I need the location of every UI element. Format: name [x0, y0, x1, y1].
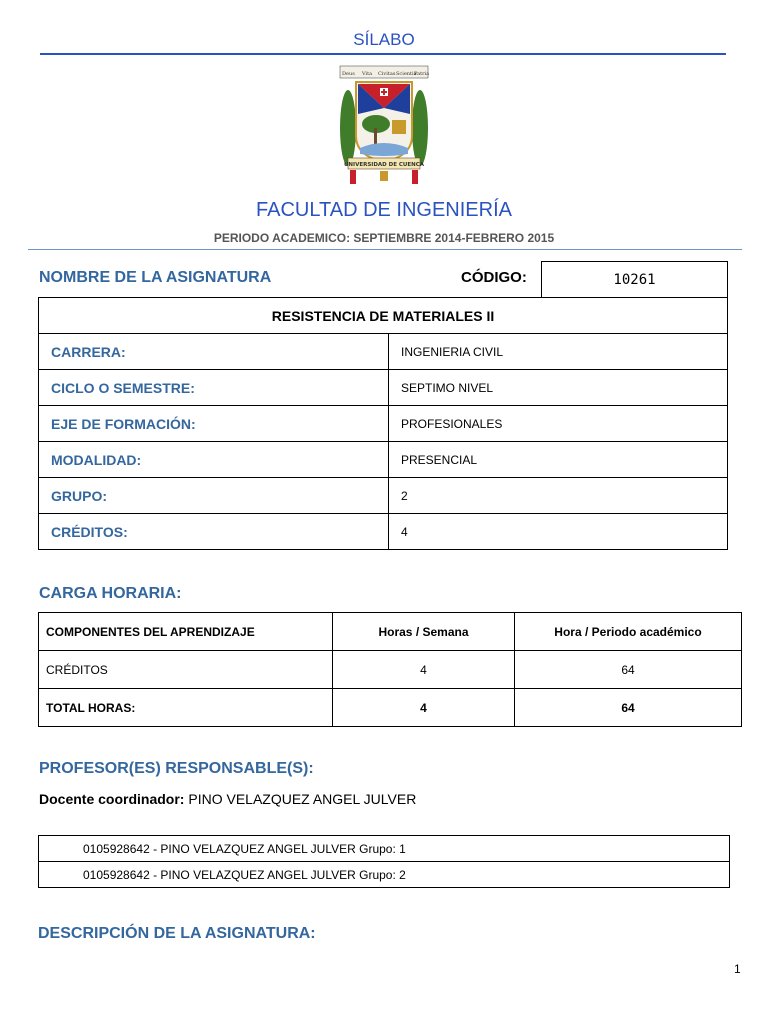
subject-section-heading: NOMBRE DE LA ASIGNATURA: [39, 269, 272, 286]
svg-text:Patria: Patria: [414, 71, 430, 77]
coordinator-line: [39, 791, 416, 807]
faculty-name: FACULTAD DE INGENIERÍA: [256, 199, 512, 221]
field-label: EJE DE FORMACIÓN:: [39, 406, 389, 442]
weekly-hours-cell: 4: [333, 689, 515, 727]
table-row: [39, 689, 742, 727]
academic-period: PERIODO ACADEMICO: SEPTIEMBRE 2014-FEBRERO 2015: [213, 231, 555, 245]
field-value: 4: [389, 514, 728, 550]
header-divider: [28, 249, 742, 250]
field-label: CRÉDITOS:: [39, 514, 389, 550]
professor-groups-table: [38, 835, 730, 888]
field-label: CICLO O SEMESTRE:: [39, 370, 389, 406]
field-value: SEPTIMO NIVEL: [389, 370, 728, 406]
table-row: [39, 370, 728, 406]
column-header: Hora / Periodo académico: [515, 613, 742, 651]
subject-code-value: 10261: [541, 261, 728, 298]
column-header: Horas / Semana: [333, 613, 515, 651]
table-row: [39, 442, 728, 478]
coordinator-name: PINO VELAZQUEZ ANGEL JULVER: [188, 791, 417, 807]
weekly-hours-cell: 4: [333, 651, 515, 689]
period-hours-cell: 64: [515, 651, 742, 689]
period-hours-cell: 64: [515, 689, 742, 727]
table-row: [39, 406, 728, 442]
table-row: [39, 334, 728, 370]
professors-section-heading: PROFESOR(ES) RESPONSABLE(S):: [39, 760, 314, 777]
component-cell: TOTAL HORAS:: [39, 689, 333, 727]
professor-group-entry: 0105928642 - PINO VELAZQUEZ ANGEL JULVER Grupo: 2: [39, 862, 730, 888]
crest-banner-text: Deus: [342, 71, 355, 77]
description-section-heading: DESCRIPCIÓN DE LA ASIGNATURA:: [38, 925, 316, 942]
field-value: PROFESIONALES: [389, 406, 728, 442]
component-cell: CRÉDITOS: [39, 651, 333, 689]
page-number: 1: [734, 962, 741, 976]
university-crest-logo: [334, 58, 434, 188]
code-label: CÓDIGO:: [461, 269, 527, 286]
crest-scroll-text: UNIVERSIDAD DE CUENCA: [343, 162, 425, 168]
field-label: MODALIDAD:: [39, 442, 389, 478]
workload-section-heading: CARGA HORARIA:: [39, 585, 182, 602]
svg-text:Civitas: Civitas: [378, 71, 396, 77]
field-value: INGENIERIA CIVIL: [389, 334, 728, 370]
field-label: GRUPO:: [39, 478, 389, 514]
coordinator-label: Docente coordinador:: [39, 791, 185, 807]
field-label: CARRERA:: [39, 334, 389, 370]
document-title: SÍLABO: [353, 30, 415, 49]
svg-text:Scientia: Scientia: [396, 71, 417, 77]
column-header: COMPONENTES DEL APRENDIZAJE: [39, 613, 333, 651]
table-row: [39, 514, 728, 550]
subject-name: RESISTENCIA DE MATERIALES II: [39, 298, 728, 334]
title-divider: [40, 53, 726, 55]
table-row: [39, 478, 728, 514]
table-row: [39, 298, 728, 334]
subject-info-table: [38, 297, 728, 550]
professor-group-entry: 0105928642 - PINO VELAZQUEZ ANGEL JULVER Grupo: 1: [39, 836, 730, 862]
workload-table: [38, 612, 742, 727]
svg-text:Vita: Vita: [362, 71, 373, 77]
table-row: [39, 651, 742, 689]
table-header-row: [39, 613, 742, 651]
table-row: [39, 862, 730, 888]
field-value: PRESENCIAL: [389, 442, 728, 478]
field-value: 2: [389, 478, 728, 514]
table-row: [39, 836, 730, 862]
